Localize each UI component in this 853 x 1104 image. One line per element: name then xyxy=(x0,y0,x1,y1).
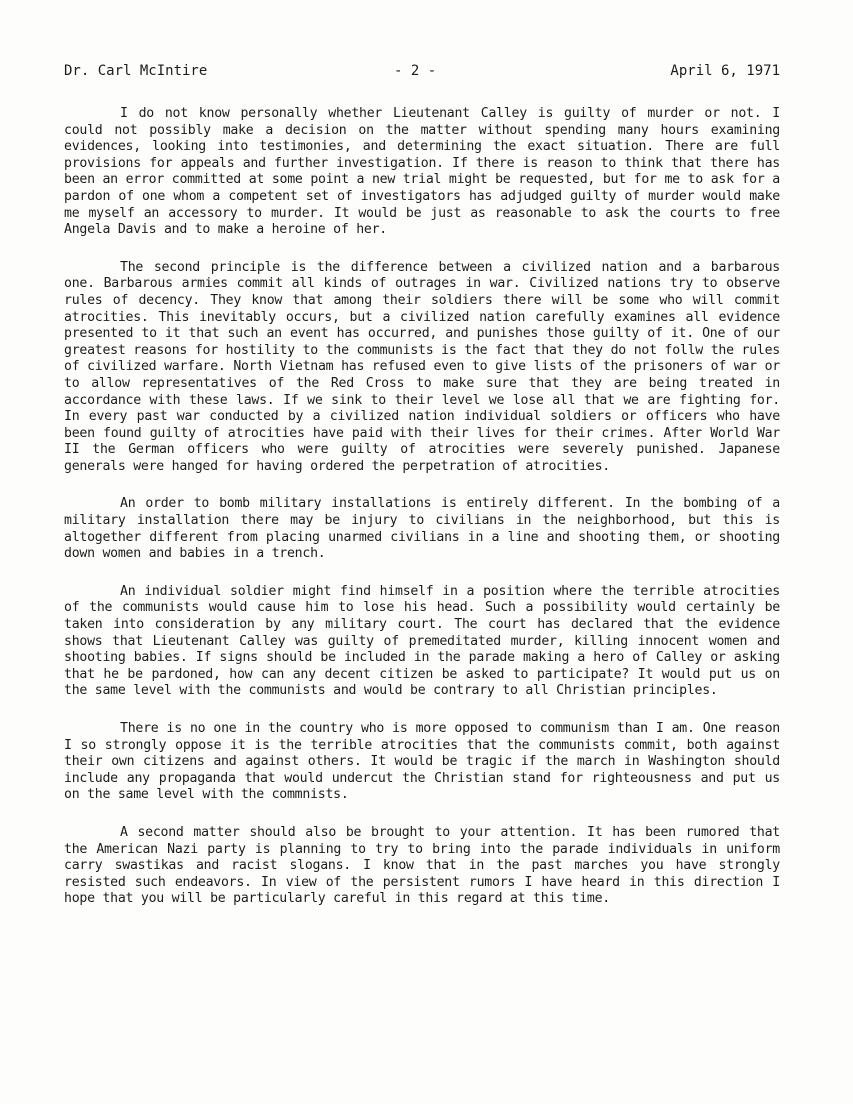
page-number: - 2 - xyxy=(394,63,437,79)
paragraph-civilized-nation: The second principle is the difference between a civilized nation and a barbarous one. Barbarous armies commit all kinds of outrages in war. Civilized nations try to observe rules of decency. They know that among their soldiers there will be some who will commit atrocities. This inevitably occurs, but a civilized nation carefully examines all evidence presented to it that such an event has occurred, and punishes those guilty of it. One of our greatest reasons for hostility to the communists is the fact that they do not follw the rules of civilized warfare. North Vietnam has refused even to give lists of the prisoners of war or to allow representatives of the Red Cross to make sure that they are being treated in accordance with these laws. If we sink to their level we lose all that we are fighting for. In every past war conducted by a civilized nation individual soldiers or officers who have been found guilty of atrocities have paid with their lives for their crimes. After World War II the German officers who were guilty of atrocities were severely punished. Japanese generals were hanged for having ordered the perpetration of atrocities. xyxy=(64,259,780,474)
letter-body xyxy=(64,106,780,929)
letter-date: April 6, 1971 xyxy=(670,63,780,79)
paragraph-individual-soldier: An individual soldier might find himself in a position where the terrible atrocities of the communists would cause him to lose his head. Such a possibility would certainly be taken into consideration by any military court. The court has declared that the evidence shows that Lieutenant Calley was guilty of premeditated murder, killing innocent women and shooting babies. If signs should be included in the parade making a hero of Calley or asking that he be pardoned, how can any decent citizen be asked to participate? It would put us on the same level with the communists and would be contrary to all Christian principles. xyxy=(64,583,780,699)
addressee: Dr. Carl McIntire xyxy=(64,63,208,79)
paragraph-opposed-communism: There is no one in the country who is more opposed to communism than I am. One reason I so strongly oppose it is the terrible atrocities that the communists commit, both against their own citizens and against others. It would be tragic if the march in Washington should include any propaganda that would undercut the Christian stand for righteousness and put us on the same level with the commnists. xyxy=(64,721,780,803)
paragraph-calley-guilt: I do not know personally whether Lieutenant Calley is guilty of murder or not. I could not possibly make a decision on the matter without spending many hours examining evidences, looking into testimonies, and determining the exact situation. There are full provisions for appeals and further investigation. If there is reason to think that there has been an error committed at some point a new trial might be requested, but for me to ask for a pardon of one whom a competent set of investigators has adjudged guilty of murder would make me myself an accessory to murder. It would be just as reasonable to ask the courts to free Angela Davis and to make a heroine of her. xyxy=(64,106,780,238)
paragraph-nazi-party: A second matter should also be brought to your attention. It has been rumored that the American Nazi party is planning to try to bring into the parade individuals in uniform carry swastikas and racist slogans. I know that in the past marches you have strongly resisted such endeavors. In view of the persistent rumors I have heard in this direction I hope that you will be particularly careful in this regard at this time. xyxy=(64,824,780,907)
paragraph-bombing: An order to bomb military installations is entirely different. In the bombing of a military installation there may be injury to civilians in the neighborhood, but this is altogether different from placing unarmed civilians in a line and shooting them, or shooting down women and babies in a trench. xyxy=(64,496,780,562)
letter-header xyxy=(64,62,780,82)
